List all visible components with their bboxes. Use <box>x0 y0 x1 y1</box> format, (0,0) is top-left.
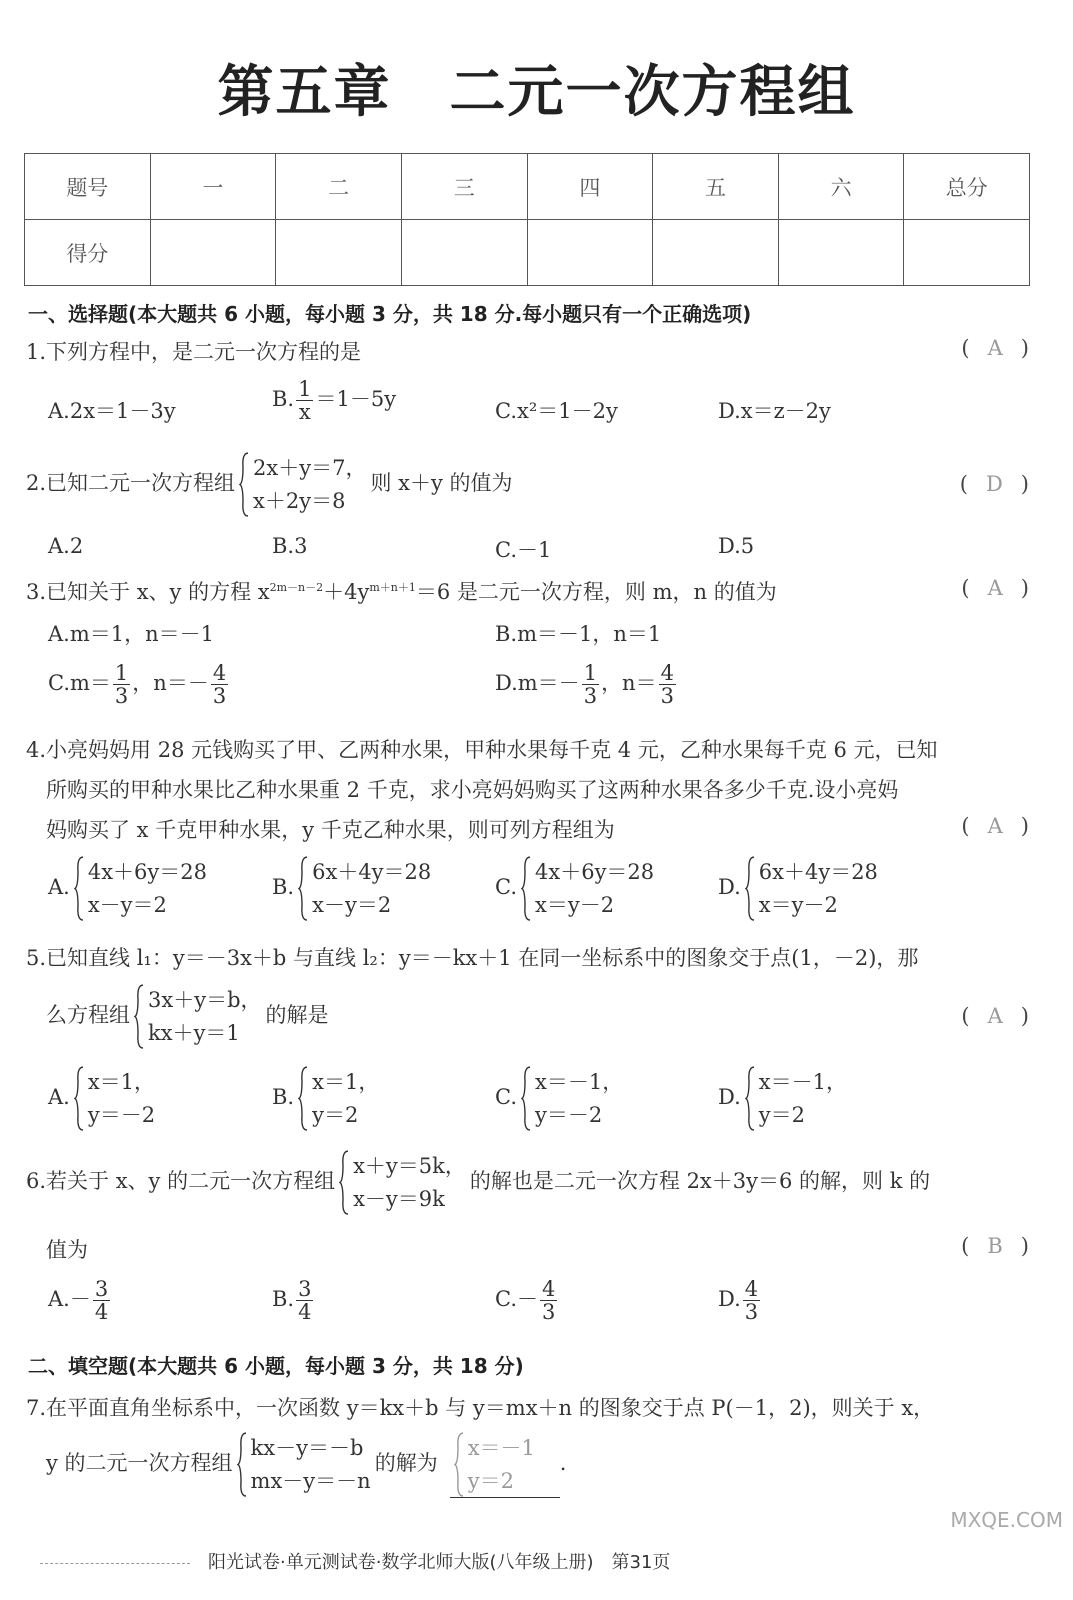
score-input-cell[interactable] <box>904 220 1030 286</box>
q2-option-c: C.－1 <box>495 538 552 562</box>
question-7-line2: y 的二元一次方程组 kx－y＝－b mx－y＝－n 的解为 x＝－1 y＝2 . <box>46 1432 566 1498</box>
answer-value: A <box>987 336 1003 360</box>
section-heading-choice: 一、选择题(本大题共 6 小题，每小题 3 分，共 18 分.每小题只有一个正确选项) <box>28 302 752 326</box>
q3-option-d: D.m＝－ $\frac{1}{3}$ ，n＝ $\frac{4}{3}$ <box>495 661 674 709</box>
answer-bracket-5: ( A ) <box>961 1004 1029 1028</box>
score-input-cell[interactable] <box>276 220 402 286</box>
question-6-line1: 6.若关于 x、y 的二元一次方程组 x＋y＝5k， x－y＝9k 的解也是二元一次方程 2x＋3y＝6 的解，则 k 的 <box>26 1150 930 1215</box>
score-cell: 三 <box>401 154 527 220</box>
q3-option-b: B.m＝－1，n＝1 <box>495 622 662 646</box>
q1-option-a: A.2x＝1－3y <box>48 399 176 423</box>
q5-option-a: A. x＝1， y＝－2 <box>48 1066 159 1131</box>
q5-option-c: C. x＝－1， y＝－2 <box>495 1066 627 1131</box>
q6-option-d: D. $\frac{4}{3}$ <box>718 1277 759 1325</box>
question-7-line1: 7.在平面直角坐标系中，一次函数 y＝kx＋b 与 y＝mx＋n 的图象交于点 P(－1，2)，则关于 x， <box>26 1396 935 1420</box>
score-cell: 六 <box>778 154 904 220</box>
score-input-cell[interactable] <box>778 220 904 286</box>
footer-divider <box>40 1563 190 1564</box>
answer-bracket-4: ( A ) <box>961 814 1029 838</box>
q4-option-b: B. 6x＋4y＝28 x－y＝2 <box>272 856 435 921</box>
score-cell: 五 <box>653 154 779 220</box>
q5-option-d: D. x＝－1， y＝2 <box>718 1066 851 1131</box>
answer-blank-7[interactable]: x＝－1 y＝2 <box>450 1432 560 1498</box>
q1-option-c: C.x²＝1－2y <box>495 399 618 423</box>
question-4-line3: 妈购买了 x 千克甲种水果，y 千克乙种水果，则可列方程组为 <box>46 818 615 842</box>
q6-option-b: B. $\frac{3}{4}$ <box>272 1277 312 1325</box>
q4-option-a: A. 4x＋6y＝28 x－y＝2 <box>48 856 211 921</box>
q6-option-a: A.－ $\frac{3}{4}$ <box>48 1277 109 1325</box>
q3-option-c: C.m＝ $\frac{1}{3}$ ，n＝－ $\frac{4}{3}$ <box>48 661 227 709</box>
question-4-line1: 4.小亮妈妈用 28 元钱购买了甲、乙两种水果，甲种水果每千克 4 元，乙种水果每千克 6 元，已知 <box>26 738 938 762</box>
chapter-title: 第五章 二元一次方程组 <box>217 60 856 125</box>
question-2: 2.已知二元一次方程组 2x＋y＝7， x＋2y＝8 则 x＋y 的值为 <box>26 452 513 517</box>
q1-option-b: B. $\frac{1}{x}$ ＝1－5y <box>272 377 397 425</box>
question-4-line2: 所购买的甲种水果比乙种水果重 2 千克，求小亮妈妈购买了这两种水果各多少千克.设小亮妈 <box>46 778 899 802</box>
question-1: 1.下列方程中，是二元一次方程的是 <box>26 340 362 364</box>
question-6-line2: 值为 <box>46 1238 88 1262</box>
score-cell: 四 <box>527 154 653 220</box>
q6-option-c: C.－ $\frac{4}{3}$ <box>495 1277 556 1325</box>
score-cell: 二 <box>276 154 402 220</box>
q1-option-d: D.x＝z－2y <box>718 399 831 423</box>
question-5-line2: 么方程组 3x＋y＝b， kx＋y＝1 的解是 <box>46 984 329 1049</box>
score-table <box>24 153 1030 286</box>
score-input-cell[interactable] <box>527 220 653 286</box>
q2-option-b: B.3 <box>272 534 308 558</box>
section-heading-fill: 二、填空题(本大题共 6 小题，每小题 3 分，共 18 分) <box>28 1354 524 1378</box>
q4-option-c: C. 4x＋6y＝28 x＝y－2 <box>495 856 658 921</box>
score-table-header-row <box>25 154 1030 220</box>
score-cell: 总分 <box>904 154 1030 220</box>
question-5-line1: 5.已知直线 l₁：y＝－3x＋b 与直线 l₂：y＝－kx＋1 在同一坐标系中的图象交于点(1，－2)，那 <box>26 946 919 970</box>
score-cell: 一 <box>150 154 276 220</box>
q5-option-b: B. x＝1， y＝2 <box>272 1066 383 1131</box>
answer-bracket-6: ( B ) <box>961 1234 1029 1258</box>
score-table-score-row <box>25 220 1030 286</box>
q2-option-a: A.2 <box>48 534 84 558</box>
q4-option-d: D. 6x＋4y＝28 x＝y－2 <box>718 856 882 921</box>
score-input-cell[interactable] <box>401 220 527 286</box>
score-input-cell[interactable] <box>653 220 779 286</box>
score-input-cell[interactable] <box>150 220 276 286</box>
answer-bracket-3: ( A ) <box>961 576 1029 600</box>
score-label-cell: 得分 <box>25 220 151 286</box>
answer-bracket-1: ( A ) <box>961 336 1029 360</box>
watermark-site-logo: MXQE.COM <box>950 1508 1063 1532</box>
q3-option-a: A.m＝1，n＝－1 <box>48 622 215 646</box>
answer-bracket-2: ( D ) <box>959 472 1029 496</box>
q2-option-d: D.5 <box>718 534 755 558</box>
equation-system: 2x＋y＝7， x＋2y＝8 <box>239 452 366 517</box>
score-cell: 题号 <box>25 154 151 220</box>
page-footer: 阳光试卷·单元测试卷·数学北师大版(八年级上册) 第31页 <box>30 1548 1040 1574</box>
question-3: 3.已知关于 x、y 的方程 $x^{2m-n-2}+4y^{m+n+1}=6$ 是二元一次方程，则 m，n 的值为 <box>26 580 777 604</box>
